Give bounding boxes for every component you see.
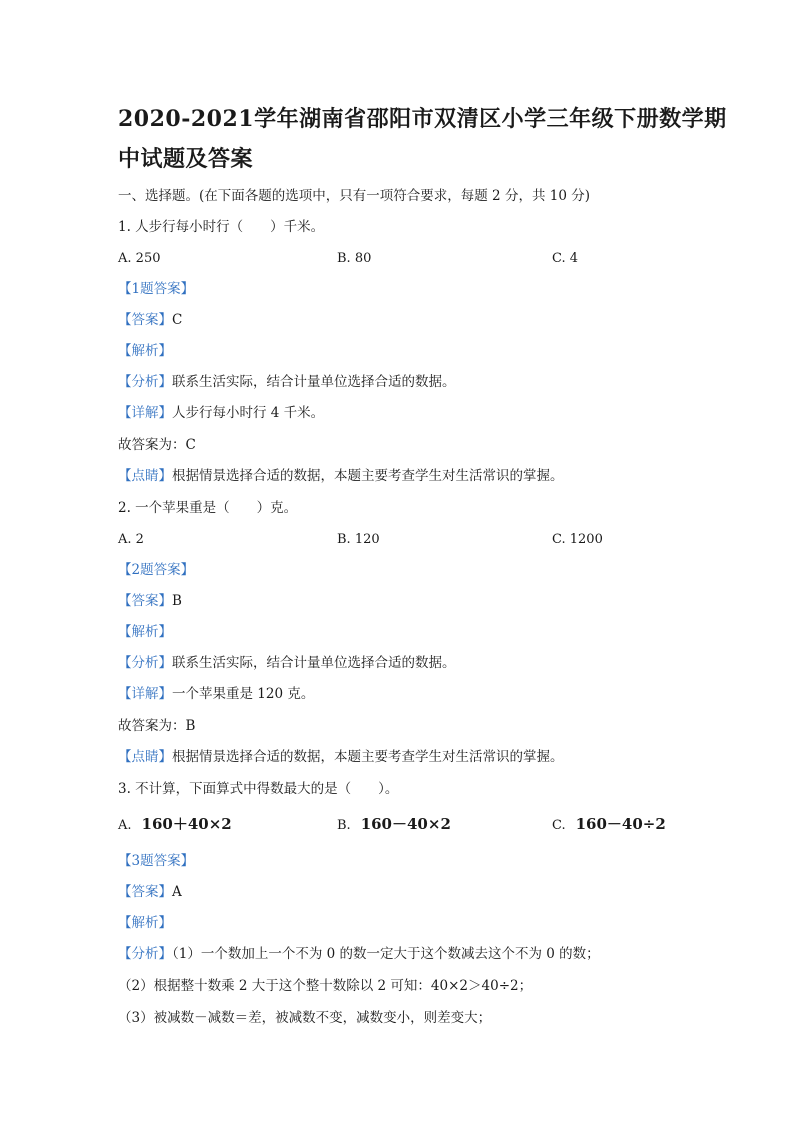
q2-answer-heading: 【2题答案】: [118, 562, 195, 578]
q1-option-c: C. 4: [552, 251, 579, 266]
q2-conclusion: 故答案为：B: [118, 718, 196, 734]
q3-answer: 【答案】A: [118, 884, 182, 900]
q1-answer: 【答案】C: [118, 312, 183, 328]
q2-option-b: B. 120: [337, 532, 380, 547]
q2-fenxi: 【分析】联系生活实际，结合计量单位选择合适的数据。: [118, 655, 456, 671]
q2-answer: 【答案】B: [118, 593, 182, 609]
q2-text: 2. 一个苹果重是（ ）克。: [118, 500, 298, 516]
q3-option-a: A. 160＋40×2: [118, 815, 232, 833]
q1-analysis-heading: 【解析】: [118, 343, 172, 359]
q3-answer-heading: 【3题答案】: [118, 853, 195, 869]
q3-option-b: B. 160－40×2: [337, 815, 451, 833]
q3-fenxi-2: （2）根据整十数乘 2 大于这个整十数除以 2 可知：40×2＞40÷2；: [118, 978, 533, 994]
q3-fenxi-3: （3）被减数－减数＝差，被减数不变，减数变小，则差变大；: [118, 1010, 492, 1026]
q3-option-c-expression: 160－40÷2: [575, 815, 666, 833]
q2-xiangjie: 【详解】一个苹果重是 120 克。: [118, 686, 315, 702]
q1-conclusion: 故答案为：C: [118, 437, 196, 453]
q1-fenxi: 【分析】联系生活实际，结合计量单位选择合适的数据。: [118, 374, 456, 390]
q2-option-a: A. 2: [118, 532, 144, 547]
q3-analysis-heading: 【解析】: [118, 915, 172, 931]
q1-xiangjie: 【详解】人步行每小时行 4 千米。: [118, 405, 325, 421]
q2-analysis-heading: 【解析】: [118, 624, 172, 640]
q3-text: 3. 不计算，下面算式中得数最大的是（ ）。: [118, 781, 399, 797]
q1-text: 1. 人步行每小时行（ ）千米。: [118, 219, 325, 235]
q3-option-b-expression: 160－40×2: [360, 815, 451, 833]
q1-dianjing: 【点睛】根据情景选择合适的数据，本题主要考查学生对生活常识的掌握。: [118, 468, 564, 484]
q2-dianjing: 【点睛】根据情景选择合适的数据，本题主要考查学生对生活常识的掌握。: [118, 749, 564, 765]
q1-answer-heading: 【1题答案】: [118, 281, 195, 297]
q2-option-c: C. 1200: [552, 532, 603, 547]
section-heading: 一、选择题。(在下面各题的选项中，只有一项符合要求，每题 2 分，共 10 分): [118, 188, 590, 204]
q3-fenxi-1: 【分析】（1）一个数加上一个不为 0 的数一定大于这个数减去这个不为 0 的数；: [118, 946, 600, 962]
q1-option-b: B. 80: [337, 251, 372, 266]
q3-option-a-expression: 160＋40×2: [141, 815, 232, 833]
doc-title-line1: 2020-2021学年湖南省邵阳市双清区小学三年级下册数学期: [118, 106, 727, 132]
q3-option-c: C. 160－40÷2: [552, 815, 666, 833]
doc-title-line2: 中试题及答案: [118, 146, 254, 172]
q1-option-a: A. 250: [118, 251, 161, 266]
